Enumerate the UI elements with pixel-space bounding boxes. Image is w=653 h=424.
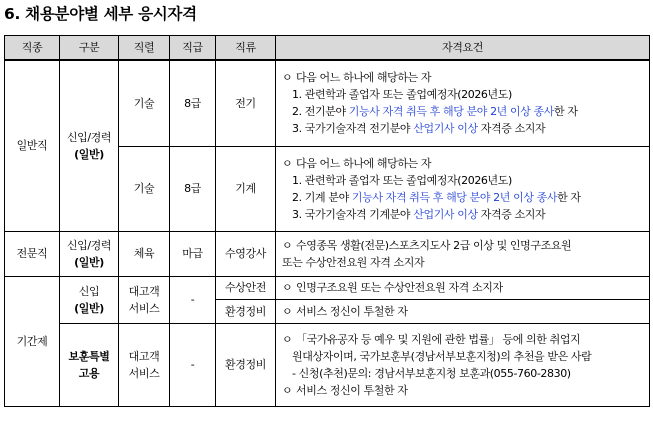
jikryu-cell: 전기: [216, 60, 276, 146]
qual-highlight: 기능사 자격 취득 후 해당 분야 2년 이상 종사: [348, 105, 555, 119]
jikgeup-cell: 마급: [170, 231, 216, 276]
gubun-text: 보훈특별: [68, 349, 110, 363]
qual-line: 1. 관련학과 졸업자 또는 졸업예정자(2026년도): [292, 88, 512, 102]
bullet-circle: ㅇ: [282, 332, 293, 346]
qual-line: 원대상자이며, 국가보훈부(경남서부보훈지청)의 추천을 받은 사람: [292, 349, 592, 363]
qual-text: 2. 기계 분야: [292, 190, 352, 204]
qual-text: 다음 어느 하나에 해당하는 자: [296, 71, 432, 85]
gubun-note: (일반): [74, 255, 104, 269]
table-row: [5, 60, 650, 146]
table-row: [5, 276, 650, 299]
gubun-cell: [60, 231, 119, 276]
jikryeol-cell: 기술: [119, 60, 170, 146]
qual-text: 한 자: [554, 105, 578, 119]
table-row: [5, 323, 650, 406]
qual-highlight: 기능사 자격 취득 후 해당 분야 2년 이상 종사: [351, 190, 558, 204]
jikryu-cell: 수상안전: [216, 276, 276, 299]
jikryu-cell: 수영강사: [216, 231, 276, 276]
gubun-note: (일반): [74, 147, 104, 161]
jikryeol-cell: 기술: [119, 146, 170, 231]
bullet-circle: ㅇ: [282, 383, 293, 397]
qual-text: 서비스 정신이 투철한 자: [296, 304, 408, 318]
gubun-note: (일반): [74, 301, 104, 315]
jikjong-cell: 기간제: [5, 276, 60, 406]
table-header-row: [5, 36, 650, 61]
jikryeol-text: 대고객: [128, 284, 160, 298]
jikryeol-cell: [119, 323, 170, 406]
header-qualification: 자격요건: [276, 36, 650, 61]
qual-text: 3. 국가기술자격 기계분야: [292, 207, 414, 221]
qual-line: [282, 155, 645, 172]
table-row: [5, 231, 650, 276]
qualification-table: [4, 35, 650, 407]
qual-line: [282, 69, 645, 86]
gubun-text: 신입/경력: [66, 130, 112, 144]
jikgeup-cell: -: [170, 276, 216, 323]
qual-text: 수영종목 생활(전문)스포츠지도사 2급 이상 및 인명구조요원: [296, 238, 572, 252]
jikgeup-cell: -: [170, 323, 216, 406]
gubun-cell: [60, 276, 119, 323]
qual-line: - 신청(추천)문의: 경남서부보훈지청 보훈과(055-760-2830): [292, 366, 571, 380]
qual-line: 또는 수상안전요원 자격 소지자: [282, 255, 425, 269]
header-jikjong: 직종: [5, 36, 60, 61]
jikgeup-cell: 8급: [170, 60, 216, 146]
jikryeol-cell: [119, 276, 170, 323]
bullet-circle: ㅇ: [282, 304, 293, 318]
qual-highlight: 산업기사 이상: [413, 122, 478, 136]
qual-line: [282, 206, 645, 223]
section-title: 6. 채용분야별 세부 응시자격: [4, 5, 197, 23]
jikryu-cell: 환경정비: [216, 299, 276, 323]
qual-text: 다음 어느 하나에 해당하는 자: [296, 156, 432, 170]
jikryeol-cell: 체육: [119, 231, 170, 276]
qual-line: [282, 382, 645, 399]
jikjong-cell: 일반직: [5, 60, 60, 231]
gubun-text: 신입: [78, 284, 100, 298]
gubun-text: 신입/경력: [66, 238, 112, 252]
qual-line: [282, 189, 645, 206]
bullet-circle: ㅇ: [282, 238, 293, 252]
jikryeol-text: 서비스: [128, 366, 160, 380]
gubun-cell: [60, 60, 119, 231]
qual-line: [282, 103, 645, 120]
bullet-circle: ㅇ: [282, 156, 293, 170]
jikryu-cell: 환경정비: [216, 323, 276, 406]
header-jikgeup: 직급: [170, 36, 216, 61]
qual-line: [282, 303, 645, 320]
qual-text: 자격증 소지자: [477, 122, 546, 136]
qual-text: 「국가유공자 등 예우 및 지원에 관한 법률」 등에 의한 취업지: [296, 332, 581, 346]
header-jikryu: 직류: [216, 36, 276, 61]
qual-line: [282, 237, 645, 254]
qual-text: 3. 국가기술자격 전기분야: [292, 122, 414, 136]
qual-line: [282, 331, 645, 348]
qualification-cell: [276, 231, 650, 276]
qual-text: 2. 전기분야: [292, 105, 349, 119]
bullet-circle: ㅇ: [282, 71, 293, 85]
qual-line: [282, 279, 645, 296]
bullet-circle: ㅇ: [282, 281, 293, 294]
qual-line: [282, 120, 645, 137]
jikryu-cell: 기계: [216, 146, 276, 231]
jikryeol-text: 대고객: [128, 349, 160, 363]
qual-text: 서비스 정신이 투철한 자: [296, 383, 408, 397]
jikryeol-text: 서비스: [128, 301, 160, 315]
qual-highlight: 산업기사 이상: [413, 207, 478, 221]
header-gubun: 구분: [60, 36, 119, 61]
qual-text: 자격증 소지자: [477, 207, 546, 221]
qualification-cell: [276, 60, 650, 146]
header-jikryeol: 직렬: [119, 36, 170, 61]
qualification-cell: [276, 146, 650, 231]
qualification-cell: [276, 299, 650, 323]
qual-text: 인명구조요원 또는 수상안전요원 자격 소지자: [296, 281, 503, 294]
qual-text: 한 자: [557, 190, 581, 204]
qualification-cell: [276, 276, 650, 299]
jikgeup-cell: 8급: [170, 146, 216, 231]
jikjong-cell: 전문직: [5, 231, 60, 276]
gubun-cell: [60, 323, 119, 406]
qual-line: 1. 관련학과 졸업자 또는 졸업예정자(2026년도): [292, 173, 512, 187]
gubun-note: 고용: [78, 366, 100, 380]
qualification-cell: [276, 323, 650, 406]
